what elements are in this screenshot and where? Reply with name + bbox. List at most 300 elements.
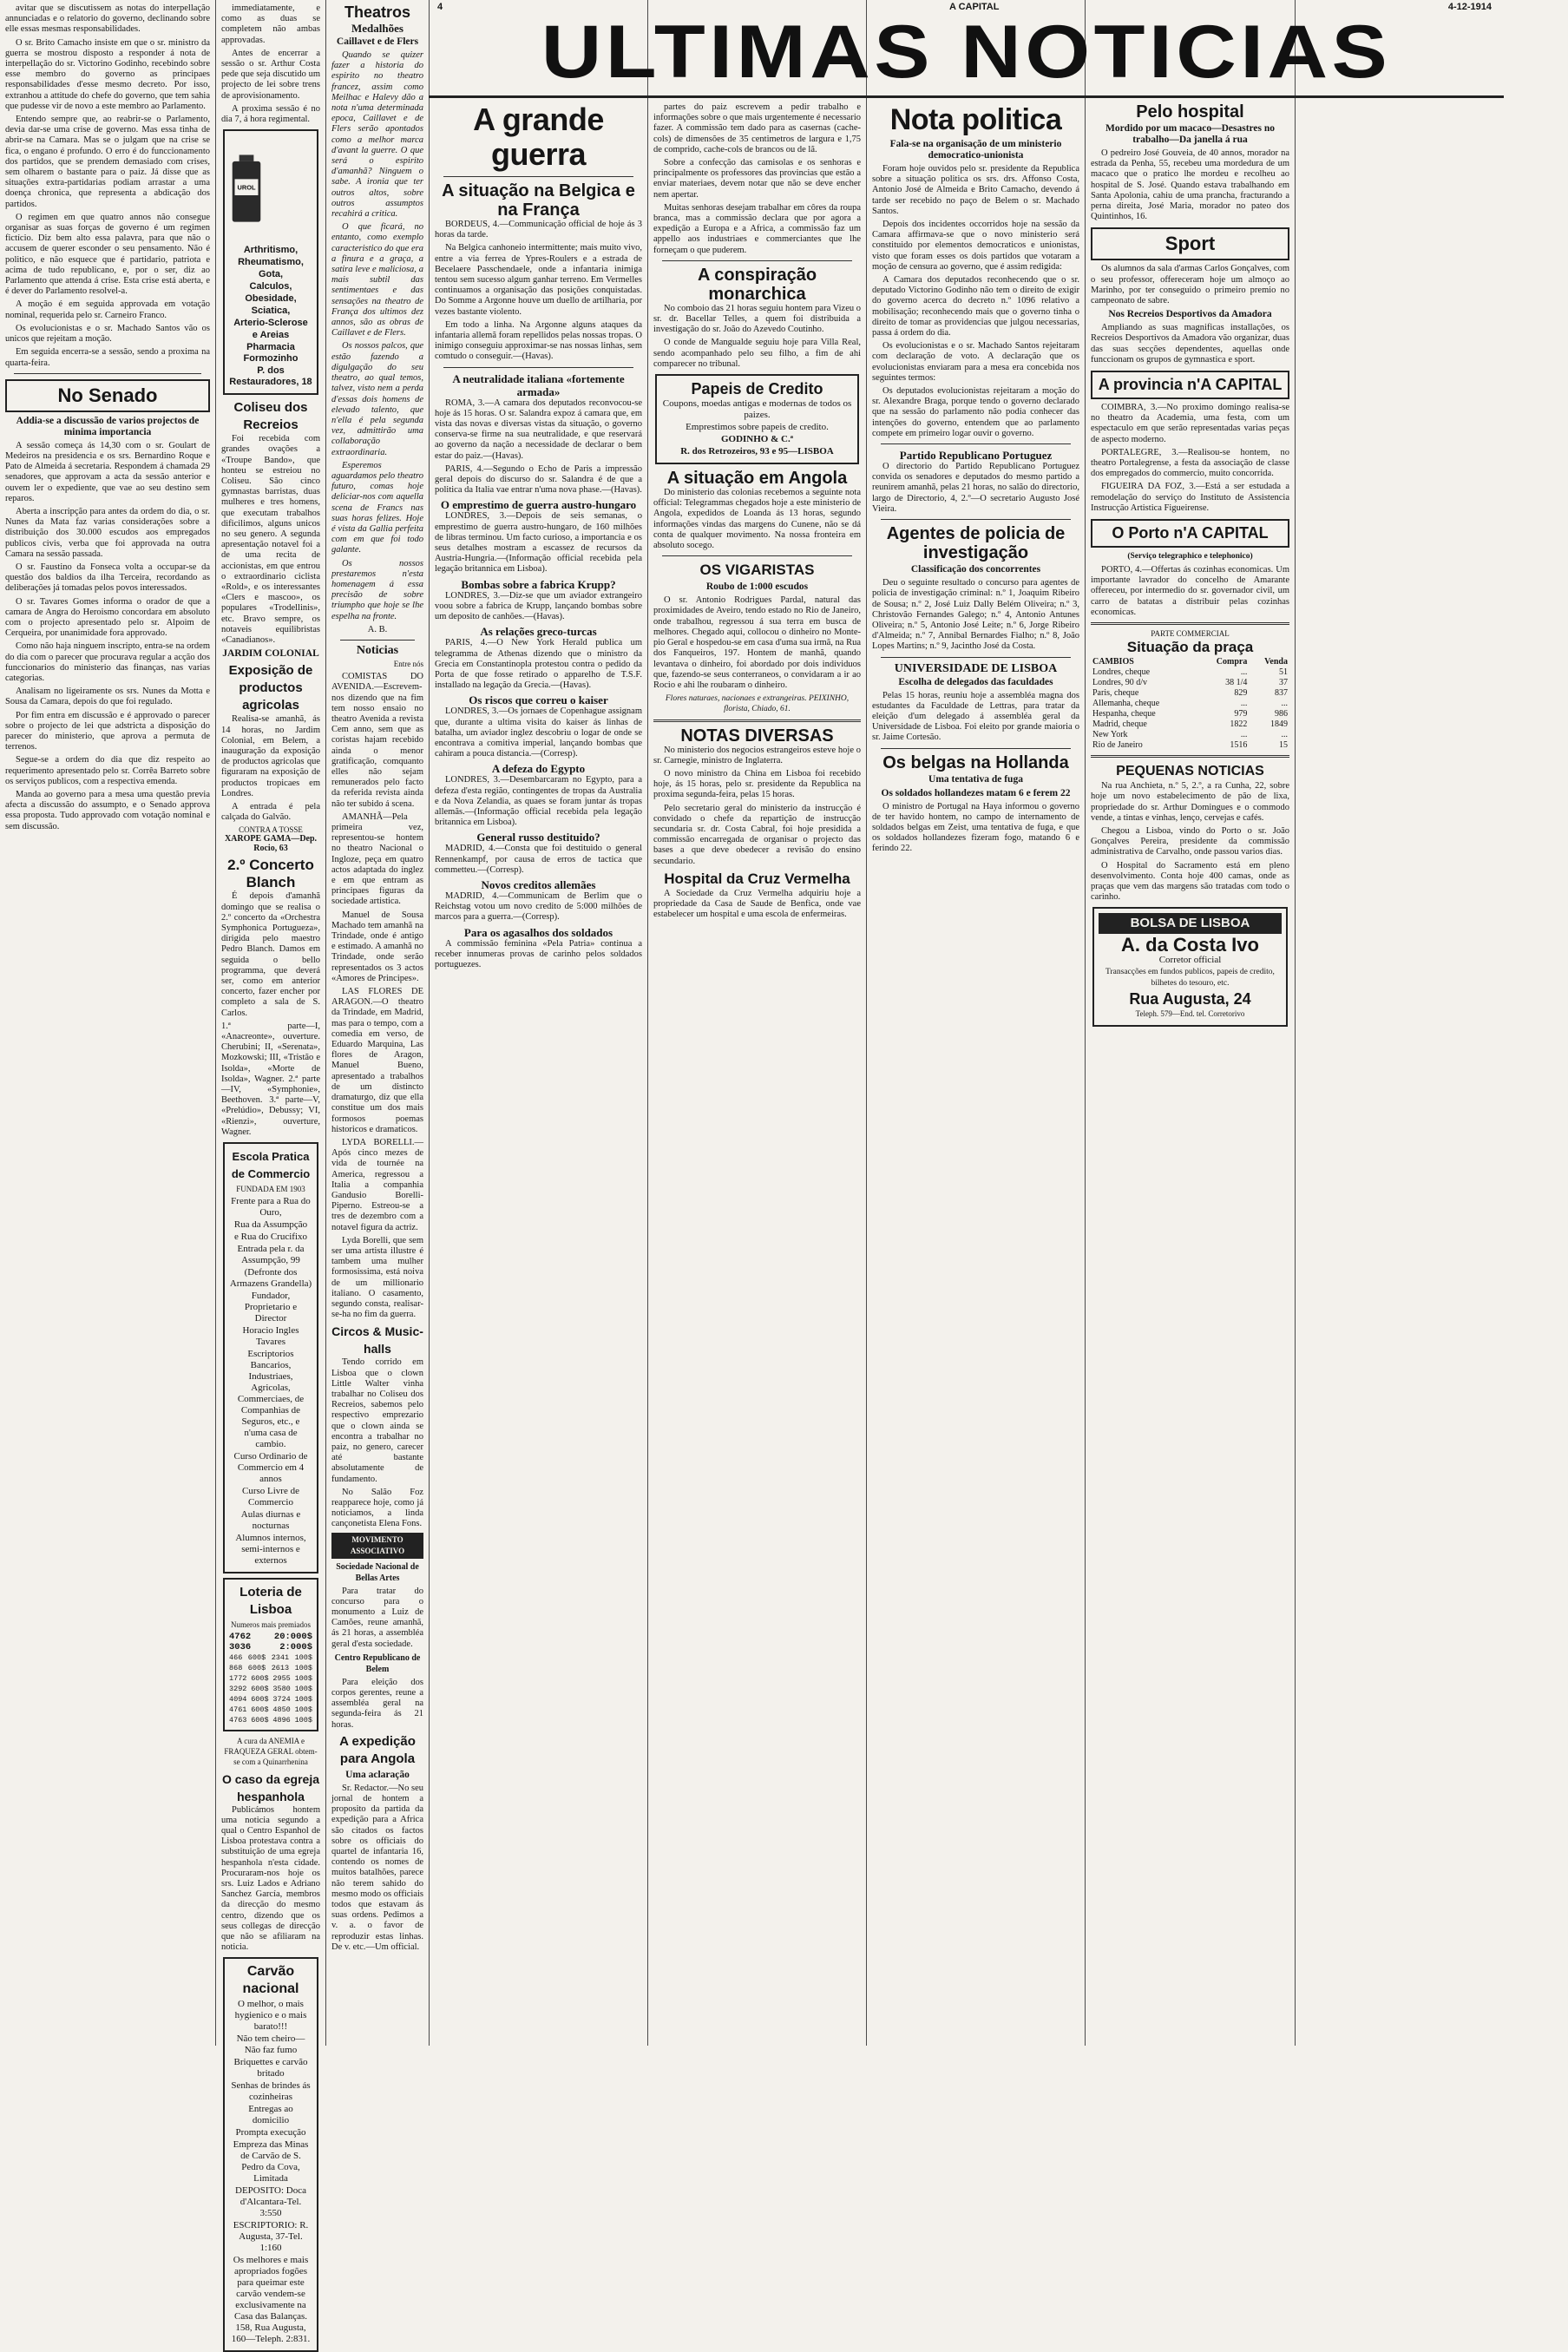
paragraph: Os evolucionistas e o sr. Machado Santos vão os unicos que rejeitam a moção.: [5, 323, 210, 345]
loteria-cell: 600$: [251, 1685, 269, 1693]
paragraph: avitar que se discutissem as notas do interpellação annunciadas e o relatorio do governo, declinando sobre elle essas mesmas responsabilidades.: [5, 3, 210, 35]
cambios-cell: Madrid, cheque: [1092, 719, 1147, 730]
senado-title: No Senado: [5, 379, 210, 412]
provincia-text-3: FIGUEIRA DA FOZ, 3.—Está a ser estudada a remodelação do serviço do Instituto de Assistencia Instrucção Artistica Figueirense.: [1091, 482, 1289, 513]
creditos-title: Novos creditos allemães: [481, 877, 596, 891]
ad-line: Os melhores e mais apropriados fogões para queimar este carvão vendem-se exclusivamente na Casa das Balanças. 158, Rua Augusta, 160—Teleph. 2:831.: [231, 2255, 311, 2345]
theatros-title: Theatros: [344, 3, 411, 21]
angola-situacao-title: A situação em Angola: [666, 469, 848, 489]
anemia-ad: A cura da ANEMIA e FRAQUEZA GERAL obtem-se com a Quinarrhenina: [224, 1737, 318, 1767]
coliseu-text: Foi recebida com grandes ovações a «Troupe Bando», que honteu se estreiou no Coliseu. São cinco gymnastas barristas, duas mulheres e tres homens, que executam trabalhos dificilimos, alguns unicos no seu genero. A segunda apresentação notavel foi a de uma recita de accionistas, em que entrou o extraordinario ciclista «Rold», e os interessantes «Clers e mascoo», os populares «Trodellinis», etc. Bravo sempre, os notaveis equilibristas «Canadianos».: [221, 434, 320, 646]
paragraph: Quando se quizer fazer a historia do espirito no theatro francez, assim como Meilhac e Halevy dão a nota n'uma determinada epoca, Caillavet e de Flers serão apontados como a melhor marca d'avant la guerre. O que será o espirito d'amanhã? Ninguem o sabe. A ironia que ter outros altos, sobre outros assumptos recahirá a critica.: [331, 50, 423, 220]
paragraph: COMISTAS DO AVENIDA.—Escrevem-nos dizendo que na fim tem nosso ensaio no theatro Avenida a revista Cem anno, sem que as coristas hajam recebido ainda o menor gratificação, comquanto elles não sejam remunerados pelo facto da referida revista ainda não ter subido á scena.: [331, 672, 423, 809]
cambios-row: [1091, 740, 1289, 751]
column-7: [1086, 99, 1295, 2046]
loteria-row: [229, 1652, 312, 1663]
porto-subtitle: (Serviço telegraphico e telephonico): [1127, 552, 1253, 562]
ad-line: Curso Ordinario de Commercio em 4 annos: [233, 1451, 308, 1484]
exposicao-text: Realisa-se amanhã, ás 14 horas, no Jardim Colonial, em Belem, a inauguração da exposição de productos agricolas que figuraram na exposição de productos tropicaes em Londres.: [221, 714, 320, 798]
loteria-cell: 100$: [294, 1685, 312, 1693]
ad-line: Aulas diurnas e nocturnas: [240, 1509, 301, 1531]
loteria-row: [229, 1705, 312, 1715]
loteria-cell: 2613: [271, 1664, 290, 1672]
loteria-cell: 600$: [251, 1674, 269, 1683]
escola-lines: [229, 1196, 312, 1567]
cambios-row: [1091, 719, 1289, 730]
pequenas-noticias-title: PEQUENAS NOTICIAS: [1116, 764, 1264, 779]
cambios-cell: 979: [1234, 709, 1248, 719]
ad-line: Alumnos internos, semi-internos e externos: [235, 1533, 306, 1566]
belas-artes-title: Sociedade Nacional de Bellas Artes: [336, 1561, 419, 1583]
article-politica: [872, 164, 1079, 439]
loteria-row: [229, 1684, 312, 1694]
paragraph: A sessão começa ás 14,30 com o sr. Goulart de Medeiros na presidencia e os srs. Bernardino Roque e Pato de Almeida á secretaria. Respondem á chamada 29 senadores, que approvam a acta da sessão anterior e ouvem ler o expediente, que vae ao seu destino sem reparos.: [5, 440, 210, 503]
cambios-row: [1091, 730, 1289, 740]
porto-text: PORTO, 4.—Offertas ás cozinhas economicas. Um importante lavrador do concelho de Amarante offereceu, por intermedio do sr. governador civil, um carro de batatas a distribuir pelas cozinhas economicas.: [1091, 565, 1289, 617]
ad-line: e Areias: [252, 330, 290, 341]
russo-text: MADRID, 4.—Consta que foi destituido o general Rennenkampf, por causa de erros de tactica que commetteu.—(Corresp).: [435, 844, 642, 875]
belgas-title: Os belgas na Hollanda: [882, 752, 1069, 772]
loteria-cell: 4850: [272, 1705, 291, 1714]
ad-line: Frente para a Rua do Ouro,: [231, 1196, 311, 1218]
ad-line: Entregas ao domicilio: [248, 2104, 293, 2126]
greco-title: As relações greco-turcas: [480, 625, 597, 639]
loteria-top-row: [229, 1632, 312, 1642]
cambios-cell: Allemanha, cheque: [1092, 699, 1160, 709]
escola-ad: [223, 1142, 318, 1573]
greco-text: PARIS, 4.—O New York Herald publica um telegramma de Athenas dizendo que o ministro da Grecia em Constantinopla protestou contra o pedido da Porta de que fosse retirado o apparelho de T.S.F. installado na legação da Grecia.—(Havas).: [435, 638, 642, 691]
cambios-row: [1091, 709, 1289, 719]
cambios-header-cell: Venda: [1264, 657, 1288, 667]
ad-line: Entrada pela r. da Assumpção, 99: [237, 1244, 305, 1265]
paragraph: LYDA BORELLI.—Após cinco mezes de vida de tournée na America, regressou a Italia a companhia Gandusio Borelli-Piperno. Estreou-se a tres de dezembro com a notavel figura da actriz.: [331, 1137, 423, 1232]
bolsa-ad: [1092, 907, 1288, 1027]
bolsa-desc: Transacções em fundos publicos, papeis de credito, bilhetes do tesouro, etc.: [1105, 968, 1275, 989]
krupp-title: Bombas sobre a fabrica Krupp?: [461, 577, 616, 591]
carvao-title: Carvão nacional: [242, 1964, 299, 1997]
article-noticias: [331, 672, 423, 1320]
agentes-title: Agentes de policia de investigação: [886, 524, 1066, 563]
paragraph: Os deputados evolucionistas rejeitaram a moção do sr. Alexandre Braga, porque tendo o governo declarado que na sessão do parlamento não podia conhecer das intenções do governo, entendem que ao parlamento compete em primeiro logar ouvir o governo.: [872, 386, 1079, 438]
loteria-cell: 100$: [294, 1653, 312, 1662]
paragraph: Depois dos incidentes occorridos hoje na sessão da Camara affirmava-se que o novo ministerio será constituido por elementos democraticos e unionistas, visto que foram esses os dois partidos que votaram a moção de censura ao governo, que é assim redigida:: [872, 220, 1079, 272]
papeis-firm: GODINHO & C.ª: [720, 434, 794, 445]
loteria-top-row: [229, 1642, 312, 1652]
column-5: [648, 99, 866, 2046]
concerto-title: 2.º Concerto Blanch: [227, 857, 314, 891]
agentes-subtitle: Classificação dos concorrentes: [910, 564, 1041, 575]
urol-bottle-icon: [229, 137, 264, 241]
paragraph: A moção é em seguida approvada em votação nominal, requerida pelo sr. Carneiro Franco.: [5, 299, 210, 320]
ad-line: Horacio Ingles Tavares: [242, 1325, 299, 1347]
loteria-cell: 100$: [294, 1716, 312, 1725]
article-crisis-continuation: [5, 3, 210, 369]
loteria-cell: 3292: [229, 1685, 247, 1693]
krupp-text: LONDRES, 3.—Diz-se que um aviador extrangeiro voou sobre a fabrica de Krupp, lançando bombas sobre um deposito de canhões.—(Havas).: [435, 590, 642, 622]
cambios-cell: 1822: [1230, 719, 1248, 730]
cambios-cell: 15: [1279, 740, 1288, 751]
bolsa-address: Rua Augusta, 24: [1129, 990, 1251, 1008]
paragraph: Segue-se a ordem do dia que diz respeito ao requerimento apresentado pelo sr. Corrêa Barreto sobre os serviços publicos, com a respectiva emenda.: [5, 755, 210, 786]
loteria-number: 4762: [229, 1632, 252, 1642]
xarope-label: CONTRA A TOSSE: [239, 825, 303, 835]
escola-founded: FUNDADA EM 1903: [236, 1185, 305, 1193]
paragraph: Como não haja ninguem inscripto, entra-se na ordem do dia com o parecer que procurava regular a acção dos funccionarios do ministerio das finanças, nas varias categorias.: [5, 641, 210, 683]
circos-text: Tendo corrido em Lisboa que o clown Little Walter vinha trabalhar no Coliseu dos Recreios, sabemos pelo respectivo emprezario que o clown ainda se encontra a trabalhar no paiz, no genero, carecer até bastante absolutamente de fundamento.: [331, 1357, 423, 1484]
ad-line: O melhor, o mais hygienico e o mais barato!!!: [234, 1999, 307, 2033]
italia-title: A neutralidade italiana «fortemente armada»: [452, 371, 625, 398]
cambios-cell: Rio de Janeiro: [1092, 740, 1143, 751]
notas-diversas-text: No ministerio dos negocios estrangeiros esteve hoje o sr. Carnegie, ministro de Inglaterra.: [653, 745, 861, 765]
igreja-title: O caso da egreja hespanhola: [221, 1771, 320, 1803]
sport-text-2: Ampliando as suas magnificas installações, os Recreios Desportivos da Amadora vão organizar, duas das suas secções dependentes, aquellas onde funccionam os grupos de gymnastica e sport.: [1091, 323, 1289, 365]
senado-subtitle: Addia-se a discussão de varios projectos de minima importancia: [16, 415, 200, 437]
loteria-top-prizes: [229, 1632, 312, 1652]
belgas-subtitle: Uma tentativa de fuga: [928, 773, 1023, 785]
ad-line: Calculos,: [249, 281, 292, 292]
medalhoes-subtitle: Caillavet e de Flers: [336, 36, 419, 47]
paragraph: LAS FLORES DE ARAGON.—O theatro da Trindade, em Madrid, mas para o tempo, com a comedia em verso, de Eduardo Marquina, Las flores de Aragon, Manuel Bueno, apresentado a trabalhos de um distincto dramaturgo, diz que ella constitue um dos mais formosos poemas historicos e dramaticos.: [331, 987, 423, 1134]
cambios-cell: 1849: [1270, 719, 1288, 730]
loteria-row: [229, 1694, 312, 1705]
cambios-cell: Hespanha, cheque: [1092, 709, 1156, 719]
ad-line: Arterio-Sclerose: [233, 318, 308, 329]
paragraph: Por fim entra em discussão e é approvado o parecer sobre o projecto de lei que adstricta a disposição do parecer do ministerio, que aprova a permuta de terrenos.: [5, 710, 210, 752]
conspiracao-text-2: O conde de Mangualde seguiu hoje para Villa Real, sendo acompanhado pelo seu filho, a fim de ahi comparecer no tribunal.: [653, 338, 861, 369]
loteria-cell: 100$: [294, 1664, 312, 1672]
column-rule: [1295, 0, 1296, 2046]
coliseu-title: Coliseu dos Recreios: [233, 400, 308, 433]
ad-line: Rheumatismo,: [238, 257, 304, 268]
belem-title: Centro Republicano de Belem: [334, 1652, 421, 1674]
ad-line: Escriptorios Bancarios, Industriaes, Agricolas, Commerciaes, de Companhias de Seguros, etc., e n'uma casa de cambio.: [237, 1349, 305, 1449]
sport-title: Sport: [1091, 227, 1289, 260]
cambios-table: [1091, 657, 1289, 751]
ad-line: e Rua do Crucifixo: [233, 1232, 307, 1242]
cruz-vermelha-title: Hospital da Cruz Vermelha: [664, 870, 850, 887]
emprestimo-text: LONDRES, 3.—Depois de seis semanas, o emprestimo de guerra austro-hungaro, de 160 milhões de libras terminou. Um facto curioso, a importancia e os seus detalhes mostram a escassez de recursos da Austria-Hungria.—(Informação official recebida pela legação britannica em Lisboa).: [435, 511, 642, 575]
agasalhos-title: Para os agasalhos dos soldados: [463, 925, 613, 939]
provincia-text-2: PORTALEGRE, 3.—Realisou-se hontem, no theatro Portalegrense, a festa da associação de classe dos empregados do commercio, muito concorrida.: [1091, 447, 1289, 479]
concerto-text: É depois d'amanhã domingo que se realisa o 2.º concerto da «Orchestra Symphonica Portugueza», dirigida pelo maestro Pedro Blanch. Damos em seguida o bello programma, que deverá ser, como em anterior concerto, fazer encher por completo a sala de S. Carlos.: [221, 891, 320, 1018]
paragraph: Analisam no ligeiramente os srs. Nunes da Motta e Sousa da Camara, depois do que foi regulado.: [5, 687, 210, 707]
cambios-row: [1091, 667, 1289, 678]
hospital-text: O pedreiro José Gouveia, de 40 annos, morador na estrada da Penha, 55, recebeu uma mordedura de um macaco que o pratico lhe mordeu e recolheu ao hospital de S. José. Quando estava trabalhando em Santa Apolonia, cahiu de uma prancha, fracturando a perna direita, José Maria, morador no pateo dos Quintinhos, 16.: [1091, 148, 1289, 222]
notas-diversas-title: NOTAS DIVERSAS: [680, 726, 834, 746]
bolsa-title: BOLSA DE LISBOA: [1099, 913, 1282, 934]
loteria-cell: 600$: [251, 1716, 269, 1725]
cambios-body: [1091, 667, 1289, 751]
loteria-cell: 600$: [251, 1705, 269, 1714]
igreja-text: Publicámos hontem uma noticia segundo a qual o Centro Espanhol de Lisboa protestava contra a substituição de uma egreja hespanhola n'esta cidade. Procuraram-nos hoje os srs. Luiz Lados e Adriano Sanchez García, membros da direcção do mesmo centro, dizendo que os seus collegas de direcção que não se afiliaram na noticia.: [221, 1804, 320, 1953]
papeis-credito-ad: [655, 374, 859, 464]
hospital-title: Pelo hospital: [1136, 102, 1244, 122]
conspiracao-text: No comboio das 21 horas seguiu hontem para Vizeu o sr. dr. Bacellar Telles, a quem foi distribuida a investigação do sr. João do Azevedo Coutinho.: [653, 303, 861, 335]
cambios-header: [1091, 657, 1289, 667]
sport-subtitle: Nos Recreios Desportivos da Amadora: [1108, 309, 1272, 320]
vigaristas-subtitle: Roubo de 1:000 escudos: [705, 581, 809, 593]
belgica-title: A situação na Belgica e na França: [442, 181, 635, 220]
loteria-cell: 2341: [271, 1653, 290, 1662]
russo-title: General russo destituido?: [476, 831, 600, 844]
ad-line: Empreza das Minas de Carvão de S. Pedro da Cova, Limitada: [233, 2139, 309, 2184]
paragraph: Os nossos palcos, que estão fazendo a digulgação do seu theatro, ao qual temos, talvez, visto nem a perda d'essas dois homens de elevado talento, que n'ella é pela segunda vez, admittirão uma collaboração extraordinaria.: [331, 341, 423, 457]
paragraph: Aberta a inscripção para antes da ordem do dia, o sr. Nunes da Mata faz varias considerações sobre a distribuição dos 30.000 escudos aos empregados publicos civis, verba que foi approvada na outra Camara na sessão passada.: [5, 506, 210, 559]
cambios-cell: 829: [1234, 688, 1248, 699]
loteria-cell: 100$: [294, 1705, 312, 1714]
kaiser-title: Os riscos que correu o kaiser: [469, 693, 608, 707]
egypto-text: LONDRES, 3.—Desembarcaram no Egypto, para a defeza d'esta região, contingentes de tropas da Australia e da Nova Zelandia, as quaes se foram juntar ás tropas allemãs.—(Informação official recebida pela legação britannica em Lisboa).: [435, 775, 642, 828]
paragraph: Entendo sempre que, ao reabrir-se o Parlamento, devia dar-se uma crise de governo. Mas essa tinha de abrir-se na Camara. Mas se o julgam que na crise se fica, o engano é profundo. O erro é do funccionamento dos partidos, que se prendem demasiado com crises, sem olharem o bastante para o paiz. Já disse que as situações extra-partidarias podiam arrastar a uma doença chronica, que representa a abdicação dos partidos.: [5, 115, 210, 209]
column-6: [867, 99, 1085, 2046]
cambios-row: [1091, 688, 1289, 699]
loteria-title: Loteria de Lisboa: [239, 1585, 302, 1617]
cambios-header-cell: CAMBIOS: [1092, 657, 1134, 667]
paragraph: O sr. Tavares Gomes informa o orador de que a camara de Angra do Heroismo concordara em absoluto com o projecto apresentado pelo sr. Alpoim de Cerqueira, por unanimidade fora approvado.: [5, 596, 210, 639]
paragraph: Antes de encerrar a sessão o sr. Arthur Costa pede que seja discutido um projecto de lei sobre trens de aprovisionamento.: [221, 48, 320, 101]
paragraph: Os nossos prestaremos n'esta homenagem á essa precisão de sobre triumpho que hoje se lhe espelha na fronte.: [331, 558, 423, 621]
ad-line: Rua da Assumpção: [233, 1219, 308, 1230]
loteria-cell: 4761: [229, 1705, 247, 1714]
angola-expedition-title: A expedição para Angola: [339, 1733, 416, 1766]
paragraph: immediatamente, e como as duas se completem não ambas approvadas.: [221, 3, 320, 45]
papeis-title: Papeis de Credito: [691, 380, 823, 398]
conspiracao-title: A conspiração monarchica: [697, 265, 817, 304]
notas-diversas-text-3: Pelo secretario geral do ministerio da instrucção é convidado o chefe da repartição de instrucção secundaria sr. dr. Costa Cabral, foi hoje presidida a commissão encarregada de organisar o projecto das bases a que deve obedecer a revisão do ensino secundario.: [653, 803, 861, 866]
exposicao-title: Exposição de productos agricolas: [228, 663, 313, 713]
paragraph: Manuel de Sousa Machado tem amanhã na Trindade, onde é antigo e estimado. A amanhã no Trindade, onde serão representados os 3 actos «Amores de Principes».: [331, 910, 423, 983]
article-medalhoes: [331, 50, 423, 622]
paragraph: Lyda Borelli, que sem ser uma artista illustre é tambem uma mulher formosissima, está noiva de um millionario italiano. O casamento, segundo consta, realisar-se-ha no fim da guerra.: [331, 1235, 423, 1320]
paragraph: Sobre a confecção das camisolas e os senhoras e principalmente os professores das provincias que estão a enviar materiaes, devem notar que não se deve encher nem apertar.: [653, 158, 861, 200]
paragraph: BORDEUS, 4.—Communicação official de hoje ás 3 horas da tarde.: [435, 220, 642, 240]
papeis-sub-2: Emprestimos sobre papeis de credito.: [686, 422, 829, 433]
urol-ad: [223, 129, 318, 395]
cruz-vermelha-text: A Sociedade da Cruz Vermelha adquiriu hoje a propriedade da Casa de Saude de Benfica, onde vae estabelecer um hospital e uma escola de enfermeiras.: [653, 888, 861, 920]
ad-line: Obesidade,: [245, 293, 297, 305]
paragraph: Na Belgica canhoneio intermittente; mais muito vivo, entre a via ferrea de Ypres-Roulers e a estrada de Becelaere Passchendaele, onde a infantaria inimiga tentou sem sucesso algum ganhar terreno. Em Vermelles continuamos a organisação das posições conquistadas. Do Somme a Argonne houve um duello de artilharia, por vezes bastante violento.: [435, 243, 642, 317]
noticias-entre: Entre nós: [393, 659, 423, 668]
paragraph: O sr. Faustino da Fonseca volta a occupar-se da questão dos baldios da ilha Terceira, recordando as deliberações já tomadas pelos povos interessados.: [5, 562, 210, 594]
exposicao-text-2: A entrada é pela calçada do Galvão.: [221, 801, 320, 823]
paragraph: Em seguida encerra-se a sessão, sendo a proxima na quarta-feira.: [5, 347, 210, 368]
ad-line: Arthritismo,: [243, 245, 299, 256]
cambios-cell: 986: [1275, 709, 1288, 719]
ad-line: (Defronte dos Armazens Grandella): [229, 1267, 312, 1289]
ad-line: Sciatica,: [251, 305, 291, 317]
pequenas-text-2: Chegou a Lisboa, vindo do Porto o sr. João Gonçalves Pereira, presidente da commissão administrativa de Carvalho, onde passou varios dias.: [1091, 825, 1289, 857]
loteria-cell: 4763: [229, 1716, 247, 1725]
cambios-header-cell: Compra: [1216, 657, 1248, 667]
loteria-cell: 2955: [272, 1674, 291, 1683]
escola-title: Escola Pratica de Commercio: [231, 1150, 311, 1180]
belgas-subtitle-2: Os soldados hollandezes matam 6 e ferem 22: [881, 787, 1071, 798]
politica-subtitle: Fala-se na organisação de um ministerio democratico-unionista: [889, 139, 1062, 161]
carvao-lines: [229, 1999, 312, 2345]
creditos-text: MADRID, 4.—Communicam de Berlim que o Reichstag votou um novo credito de 5:000 milhões de marcos para a guerra.—(Corresp).: [435, 890, 642, 923]
column-2: [216, 0, 325, 2345]
cambios-cell: ...: [1281, 699, 1288, 709]
loteria-box: [223, 1578, 318, 1731]
cambios-cell: 1516: [1230, 740, 1248, 751]
page-title: ULTIMAS NOTICIAS: [541, 10, 1392, 94]
cambios-cell: 837: [1275, 688, 1288, 699]
angola-expedition-subtitle: Uma aclaração: [345, 1769, 410, 1780]
medalhoes-title: Medalhões: [351, 22, 403, 35]
bolsa-phone: Teleph. 579—End. tel. Corretorivo: [1135, 1009, 1245, 1019]
kaiser-text: LONDRES, 3.—Os jornaes de Copenhague assignam que, durante a ultima visita do kaiser ás linhas de batalha, um aviador inglez descobriu o logar de onde se encontrava a comitiva imperial, lançando bombas que cahiram a pouca distancia.—(Corresp).: [435, 706, 642, 759]
article-senado: [5, 441, 210, 832]
ad-line: DEPOSITO: Doca d'Alcantara-Tel. 3:550: [235, 2185, 306, 2219]
masthead-rule: [429, 95, 1504, 98]
ad-line: Fundador, Proprietario e Director: [244, 1291, 298, 1324]
loteria-cell: 100$: [294, 1695, 312, 1704]
article-session-end: [221, 3, 320, 125]
article-belgica: [435, 220, 642, 363]
belas-artes-text: Para tratar do concurso para o monumento a Luiz de Camões, reune amanhã, ás 21 horas, a assembléa geral d'esta sociedade.: [331, 1586, 423, 1649]
ad-line: Gota,: [258, 269, 284, 280]
cambios-cell: ...: [1240, 699, 1248, 709]
page-date: 4-12-1914: [1447, 2, 1492, 12]
cambios-row: [1091, 699, 1289, 709]
cambios-cell: Londres, cheque: [1092, 667, 1151, 678]
circos-title: Circos & Music-halls: [331, 1324, 423, 1357]
loteria-cell: 600$: [251, 1695, 269, 1704]
loteria-subtitle: Numeros mais premiados: [231, 1620, 311, 1629]
pequenas-text-3: O Hospital do Sacramento está em pleno desenvolvimento. Conta hoje 400 camas, onde as praças que vem das margens são tratadas com todo o carinho.: [1091, 860, 1289, 903]
cambios-row: [1091, 678, 1289, 688]
noticias-title: Noticias: [356, 643, 399, 657]
partido-text: O directorio do Partido Republicano Portuguez convida os senadores e deputados do mesmo partido a reunirem amanhã, pelas 21 horas, no salão do directorio, largo de Directorio, 4, 2.º—O secretario Augusto José Vieira.: [872, 462, 1079, 514]
emprestimo-title: O emprestimo de guerra austro-hungaro: [440, 498, 637, 512]
concerto-program: 1.ª parte—I, «Anacreonte», ouverture. Cherubini; II, «Serenata», Mozkowski; III, «Tristão e Isolda», «Morte de Isolda», Wagner. 2.ª parte—IV, «Symphonie», Beethoven. 3.ª parte—V, «Prelúdio», Debussy; VI, «Rienzi», ouverture, Wagner.: [221, 1021, 320, 1137]
egypto-title: A defeza do Egypto: [491, 762, 586, 776]
article-agasalhos-continuation: [653, 102, 861, 256]
universidade-text: Pelas 15 horas, reuniu hoje a assembléa magna dos estudantes da Faculdade de Lettras, para tratar da eleição d'um delegado á assembléa geral da Universidade de Lisboa. Foi eleito por grande maioria o sr. Jaime Cortesão.: [872, 690, 1079, 743]
belem-text: Para eleição dos corpos gerentes, reune a assembléa geral na segunda-feira ás 21 horas.: [331, 1677, 423, 1730]
cambios-cell: 37: [1279, 678, 1288, 688]
cambios-cell: Paris, cheque: [1092, 688, 1139, 699]
ad-line: Pharmacia Formozinho: [243, 342, 299, 365]
vigaristas-title: OS VIGARISTAS: [699, 562, 815, 579]
notas-diversas-text-2: O novo ministro da China em Lisboa foi recebido hoje, ás 15 horas, pelo sr. presidente da Republica na proxima segunda-feira, pelas 15 horas.: [653, 768, 861, 800]
sport-text: Os alumnos da sala d'armas Carlos Gonçalves, com o seu professor, offereceram hoje um almoço ao Marinho, por ter conseguido o primeiro premio no campeonato de sabre.: [1091, 264, 1289, 306]
ad-line: Briquettes e carvão britado: [233, 2057, 308, 2079]
agasalhos-text: A commissão feminina «Pela Patria» continua a receber innumeras provas de carinho pelos soldados portuguezes.: [435, 938, 642, 969]
circos-text-2: No Salão Foz reapparece hoje, como já noticiamos, a linda cançonetista Elena Fons.: [331, 1487, 423, 1529]
loteria-cell: 868: [229, 1664, 243, 1672]
angola-situacao-text: Do ministerio das colonias recebemos a seguinte nota official: Telegrammas chegados hoje a este ministerio de Angola, expedidos de Loanda ás 13 horas, segundo informações vindas das margens do Cunene, não se dá conta de qualquer movimento. Na nossa fronteira em absoluto socego.: [653, 488, 861, 551]
hospital-subtitle: Mordido por um macaco—Desastres no trabalho—Da janella á rua: [1105, 123, 1276, 145]
papeis-sub: Coupons, moedas antigas e modernas de todos os paizes.: [662, 398, 852, 421]
loteria-table: [229, 1652, 312, 1725]
provincia-text: COIMBRA, 3.—No proximo domingo realisa-se no theatro da Academia, uma festa, com um espectaculo em que serão representadas varias peças de aspecto moderno.: [1091, 403, 1289, 444]
jardim-label: JARDIM COLONIAL: [222, 648, 319, 660]
loteria-row: [229, 1673, 312, 1684]
loteria-cell: 600$: [247, 1653, 266, 1662]
loteria-cell: 466: [229, 1653, 243, 1662]
ad-line: Curso Livre de Commercio: [242, 1486, 299, 1508]
praca-title: Situação da praça: [1126, 639, 1254, 656]
loteria-row: [229, 1663, 312, 1673]
loteria-prize: 20:000$: [273, 1632, 312, 1642]
loteria-number: 3036: [229, 1642, 252, 1652]
cambios-cell: ...: [1281, 730, 1288, 740]
loteria-prize: 2:000$: [279, 1642, 312, 1652]
loteria-cell: 600$: [247, 1664, 266, 1672]
ad-line: Senhas de brindes ás cozinheiras: [231, 2080, 311, 2103]
belgas-text: O ministro de Portugal na Haya informou o governo de ter havido hontem, no campo de internamento de soldados belgas em Zeist, uma tentativa de fuga, e que os soldados hollandezes fizeram fogo, matando 6 e ferindo 22.: [872, 801, 1079, 854]
italia-text: ROMA, 3.—A camara dos deputados reconvocou-se hoje ás 15 horas. O sr. Salandra expoz á camara que, em vista das novas e diversas vistas da situação, o governo conserva-se firme na sua neutralidade, e que reservará ao governo da nação a necessidade de declarar o bem estar do paiz.—(Havas).: [435, 397, 642, 461]
urol-label: UROL: [237, 183, 256, 192]
paragraph: Muitas senhoras desejam trabalhar em côres da roupa branca, mas a commissão declara que por agora a expedição a Europa e a Africa, a commissão faz um appello aos industriaes e commerciantes que lhe forneçam o que puderem.: [653, 202, 861, 255]
porto-title: O Porto n'A CAPITAL: [1091, 519, 1289, 548]
paragraph: Os evolucionistas e o sr. Machado Santos rejeitaram com declaração de voto. A declaração que os evolucionistas enviaram para a mesa era concebida nos seguintes termos:: [872, 341, 1079, 383]
ad-line: P. dos Restauradores, 18: [229, 365, 312, 388]
bolsa-role: Corretor official: [1158, 955, 1222, 966]
cambios-cell: 51: [1279, 667, 1288, 678]
movimento-title: MOVIMENTO ASSOCIATIVO: [331, 1533, 423, 1559]
parte-commercial-label: PARTE COMMERCIAL: [1151, 629, 1230, 639]
bolsa-firm: A. da Costa Ivo: [1121, 934, 1259, 956]
ad-line: Prompta execução: [235, 2127, 306, 2138]
italia-text-2: PARIS, 4.—Segundo o Echo de Paris a impressão geral depois do discurso do sr. Salandra é de que a politica da Italia vae entrar n'uma nova phase.—(Havas).: [435, 463, 642, 496]
cambios-cell: Londres, 90 d/v: [1092, 678, 1148, 688]
loteria-cell: 4094: [229, 1695, 247, 1704]
paragraph: O sr. Brito Camacho insiste em que o sr. ministro da guerra se mostrou disposto a responder á nota de interpellação do sr. Victorino Godinho, recebindo sobre esse membro do governo as principaes responsabilidades d'esse mesmo decreto. Por isso, extranhou a attitude do chefe do governo, que tem sahia que pudesse vir de novo a este membro ao Parlamento.: [5, 37, 210, 111]
loteria-cell: 100$: [294, 1674, 312, 1683]
cambios-cell: ...: [1240, 667, 1248, 678]
column-1: [0, 0, 215, 2046]
paragraph: O que ficará, no entanto, como exemplo caracteristico do que era a finura e a graça, a satira leve e maliciosa, a mais subtil das sentimentaes e das sensações na theatro de França dos ultimos dez annos, são as obras de Caillavet e de Flers.: [331, 222, 423, 338]
loteria-cell: 1772: [229, 1674, 247, 1683]
paragraph: O regimen em que quatro annos não consegue organisar as suas forças de governo é um regimen fictício. Diz bem alto essa palavra, para que não o accusem de querer esconder o seu pensamento. Não é politico, e não esquece que é partidario, patriota e acima de tudo republicano, e, por o ser, diz ao Parlamento que attenda á crise. Esta crise está aberta, e é dever do Parlamento resolvel-a.: [5, 212, 210, 297]
paragraph: Manda ao governo para a mesa uma questão previa afecta a discussão do assumpto, e o Senado approva essa proposta. Tudo approvado com votação nominal e sem discussão.: [5, 790, 210, 831]
column-4: [430, 99, 647, 2046]
cambios-cell: ...: [1240, 730, 1248, 740]
xarope-text: XAROPE GAMA—Dep. Rocio, 63: [224, 834, 318, 854]
ad-line: Não tem cheiro—Não faz fumo: [236, 2033, 305, 2056]
loteria-cell: 4896: [272, 1716, 291, 1725]
paragraph: partes do paiz escrevem a pedir trabalho e informações sobre o que mais urgentemente é necessario fazer. A commissão tem dado para as casernas (cache-cols) de dimensões de 35 centimetros de largura e 1,75 de comprido, cache-cols de brancos ou de lã.: [653, 102, 861, 154]
vigaristas-text: O sr. Antonio Rodrigues Pardal, natural das proximidades de Aveiro, tendo estado no Rio de Janeiro, onde trabalhou, regressou á sua terra em busca de melhores. Chegado aqui, collocou o dinheiro no Monte-pio Geral e hospedou-se em casa d'uma sua irmã, na Rua dos Fanqueiros, 197. Hontem de manhã, quando levantava o dinheiro, foi abordado por dois individuos que, fazendo-se seus conterraneos, o convidaram a ir ao Rocio e ahi lhe roubaram o dinheiro.: [653, 595, 861, 690]
pequenas-text: Na rua Anchieta, n.º 5, 2.º, a ra Cunha, 22, sobre hoje um novo estabelecimento de pão de lixa, propriedade do sr. Arthur Domingues e o commodo vende, a tintas e vinhas, lenço, cervejas e cafés.: [1091, 781, 1289, 823]
guerra-title: A grande guerra: [473, 102, 604, 172]
paragraph: A proxima sessão é no dia 7, á hora regimental.: [221, 103, 320, 125]
loteria-cell: 3580: [272, 1685, 291, 1693]
paragraph: AMANHÃ—Pela primeira vez, representou-se hontem no theatro Nacional o Ingloze, peça em quatro actos adaptada do inglez e em que entram as principaes figuras da sociedade artistica.: [331, 811, 423, 907]
paragraph: Foram hoje ouvidos pelo sr. presidente da Republica sobre a situação politica os srs. drs. Affonso Costa, Antonio José de Almeida e Brito Camacho, devendo á tarde ser recebido no paço de Belem o sr. Machado Santos.: [872, 164, 1079, 216]
provincia-title: A provincia n'A CAPITAL: [1091, 371, 1289, 399]
papeis-address: R. dos Retrozeiros, 93 e 95—LISBOA: [680, 446, 834, 457]
flores-ad: Flores naturaes, nacionaes e extrangeiras. PEIXINHO, florista, Chiado, 61.: [665, 694, 850, 714]
cambios-cell: New York: [1092, 730, 1128, 740]
medalhoes-signature: A. B.: [367, 624, 388, 634]
masthead: [429, 0, 1504, 97]
page-number: 4: [437, 2, 443, 12]
paragraph: Esperemos aguardamos pelo theatro futuro, comas hoje deliciar-nos com aquella scena de Francs nas suas horas felizes. Hoje é vista da Gallia perfeita com em que foi todo galante.: [331, 460, 423, 555]
loteria-cell: 3724: [272, 1695, 291, 1704]
politica-title: Nota politica: [889, 103, 1062, 136]
agentes-text: Deu o seguinte resultado o concurso para agentes de policia de investigação criminal: n.º 1, Joaquim Ribeiro de Sousa; n.º 2, José Luiz Dally Belém Oliveira; n.º 3, Christovão Fernandes Galego; n.º 4, Antonio Antunes Oliveira; n.º 5, Antonio José Leite; n.º 6, Jorge Ribeiro d'Almeida; n.º 7, Annibal Bernardes Fialho; n.º 8, João Lopes Martins; n.º 9, Jacintho José da Costa.: [872, 578, 1079, 652]
column-3: [326, 0, 429, 2046]
paragraph: Em todo a linha. Na Argonne alguns ataques da infantaria allemã foram repellidos pelas nossas tropas. O inimigo conseguiu approximar-se nas nossas linhas, sem comtudo o conseguir.—(Havas).: [435, 319, 642, 362]
paragraph: A Camara dos deputados reconhecendo que o sr. deputado Victorino Godinho não tem o direito de exigir do governo acerca do decreto n.º 1096 relativo a mobilisação; reconhecendo mais que o governo tinha o direito de tomar as providencias que julgou necessarias, passa á ordem do dia.: [872, 275, 1079, 338]
loteria-row: [229, 1715, 312, 1725]
ad-line: ESCRIPTORIO: R. Augusta, 37-Tel. 1:160: [233, 2220, 309, 2254]
partido-title: Partido Republicano Portuguez: [899, 449, 1053, 463]
angola-expedition-text: Sr. Redactor.—No seu jornal de hontem a proposito da partida da expedição para a Africa são citados os factos sobre os officiais do quartel de infantaria 16, contendo os nomes de muitos batalhões, parece não terem sahido do mesmo modo os officiais todos que estavam ás suas ordens. Pedimos a v. a. o favor de reproduzir estas linhas. De v. etc.—Um official.: [331, 1783, 423, 1952]
